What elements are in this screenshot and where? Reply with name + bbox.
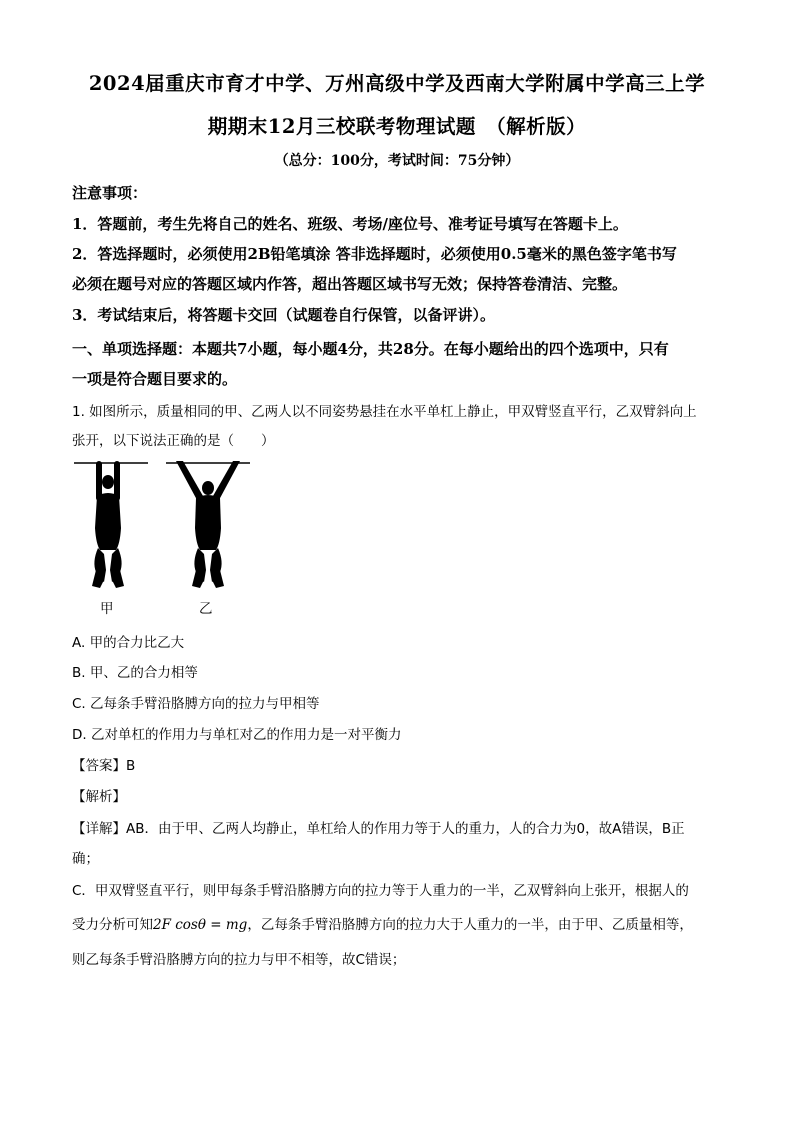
question-stem: 1. 如图所示，质量相同的甲、乙两人以不同姿势悬挂在水平单杠上静止，甲双臂竖直平行，乙双臂斜向上 [72, 404, 697, 420]
notice-item: 必须在题号对应的答题区域内作答，超出答题区域书写无效；保持答卷清洁、完整。 [72, 275, 628, 293]
question-stem-cont: 张开，以下说法正确的是（ ） [72, 433, 275, 449]
option-d: D. 乙对单杠的作用力与单杠对乙的作用力是一对平衡力 [72, 727, 402, 743]
explanation-text: 受力分析可知 [72, 917, 153, 933]
notice-item: 3．考试结束后，将答题卡交回（试题卷自行保管，以备评讲）。 [72, 306, 495, 324]
person-jia-silhouette [92, 461, 124, 588]
formula: 2F cosθ = mg [153, 917, 248, 933]
title-line-1: 2024届重庆市育才中学、万州高级中学及西南大学附属中学高三上学 [88, 72, 706, 95]
answer-value: B [126, 758, 136, 774]
section-heading: 一、单项选择题：本题共7小题，每小题4分，共28分。在每小题给出的四个选项中，只有 [72, 340, 669, 358]
notice-heading: 注意事项： [72, 184, 148, 202]
option-b: B. 甲、乙的合力相等 [72, 665, 198, 681]
analysis-label: 【解析】 [72, 789, 126, 805]
explanation-text: ，乙每条手臂沿胳膊方向的拉力大于人重力的一半，由于甲、乙质量相等， [247, 917, 693, 933]
notice-item: 2．答选择题时，必须使用2B铅笔填涂 答非选择题时，必须使用0.5毫米的黑色签字笔书写 [72, 245, 677, 263]
option-a: A. 甲的合力比乙大 [72, 635, 185, 651]
figure-label-jia: 甲 [100, 601, 114, 617]
title-line-2: 期期末12月三校联考物理试题 （解析版） [207, 115, 587, 138]
explanation-line: 【详解】AB．由于甲、乙两人均静止，单杠给人的作用力等于人的重力，人的合力为0，故A错误，B正 [72, 821, 685, 837]
explanation-line: 则乙每条手臂沿胳膊方向的拉力与甲不相等，故C错误； [72, 952, 406, 968]
explanation-line: C．甲双臂竖直平行，则甲每条手臂沿胳膊方向的拉力等于人重力的一半，乙双臂斜向上张开，根据人的 [72, 883, 689, 899]
person-yi-silhouette [176, 461, 240, 588]
answer-line [72, 754, 732, 774]
section-heading-cont: 一项是符合题目要求的。 [72, 370, 238, 388]
exam-meta: （总分：100分，考试时间：75分钟） [274, 153, 520, 169]
notice-item: 1．答题前，考生先将自己的姓名、班级、考场/座位号、准考证号填写在答题卡上。 [72, 215, 628, 233]
hanging-figure-illustration [70, 458, 260, 618]
explanation-line-with-formula [72, 913, 732, 933]
answer-label: 【答案】 [72, 758, 126, 774]
explanation-line: 确； [72, 851, 99, 867]
option-c: C. 乙每条手臂沿胳膊方向的拉力与甲相等 [72, 696, 320, 712]
figure-label-yi: 乙 [199, 601, 213, 617]
